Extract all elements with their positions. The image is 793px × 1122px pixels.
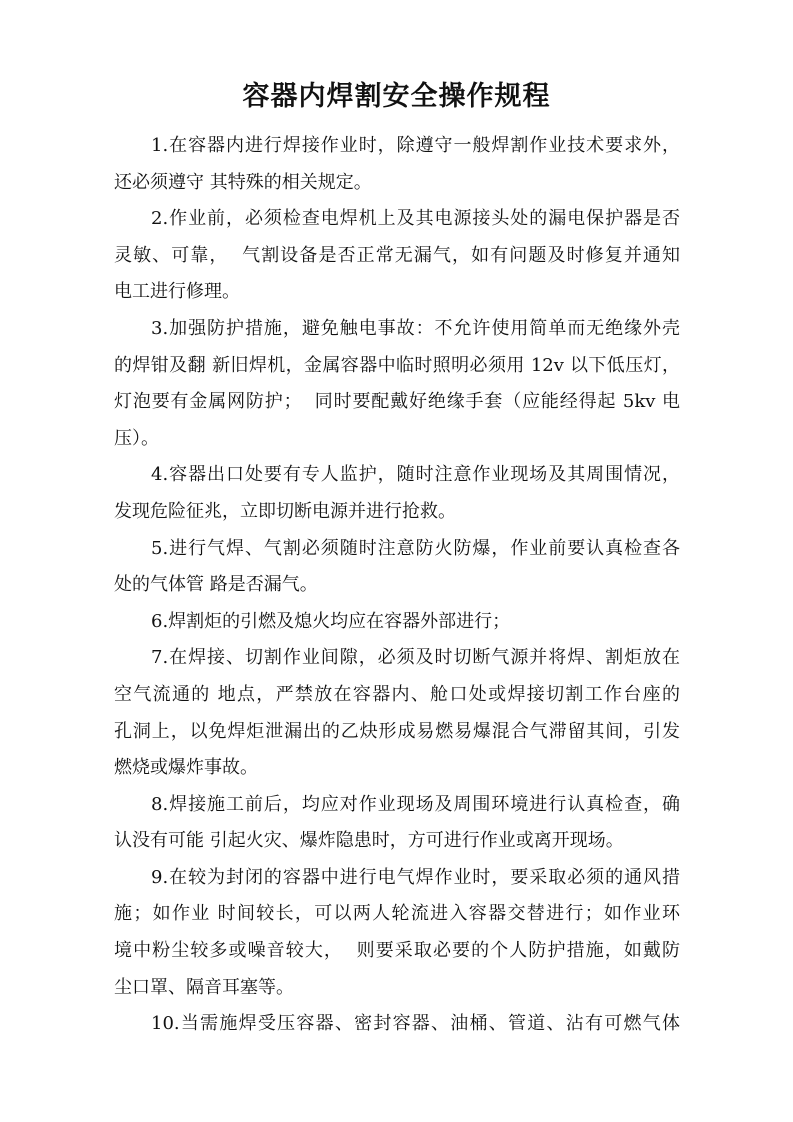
paragraph-10 (114, 1006, 680, 1043)
paragraph-line: 5.进行气焊、气割必须随时注意防火防爆，作业前要认真检查各 (151, 537, 680, 559)
paragraph-4 (114, 457, 680, 530)
paragraph-line: 1.在容器内进行焊接作业时，除遵守一般焊割作业技术要求外， (151, 135, 680, 156)
paragraph-8 (114, 787, 680, 860)
paragraph-5 (114, 531, 680, 604)
paragraph-line: 燃烧或爆炸事故。 (114, 757, 258, 779)
paragraph-line: 电工进行修理。 (114, 281, 240, 303)
paragraph-line: 7.在焊接、切割作业间隙，必须及时切断气源并将焊、割炬放在 (151, 647, 680, 669)
paragraph-line: 10.当需施焊受压容器、密封容器、油桶、管道、沾有可燃气体 (151, 1013, 680, 1035)
paragraph-line: 处的气体管 路是否漏气。 (114, 574, 318, 596)
paragraph-line: 施；如作业 时间较长，可以两人轮流进入容器交替进行；如作业环 (114, 903, 680, 925)
paragraph-line: 还必须遵守 其特殊的相关规定。 (114, 171, 372, 193)
document-title: 容器内焊割安全操作规程 (242, 81, 551, 112)
paragraph-line: 空气流通的 地点，严禁放在容器内、舱口处或焊接切割工作台座的 (114, 683, 680, 705)
document-body (114, 128, 680, 1043)
paragraph-1 (114, 128, 680, 201)
paragraph-line: 发现危险征兆，立即切断电源并进行抢救。 (114, 500, 456, 522)
paragraph-line: 9.在较为封闭的容器中进行电气焊作业时，要采取必须的通风措 (151, 866, 680, 888)
paragraph-line: 8.焊接施工前后，均应对作业现场及周围环境进行认真检查，确 (151, 793, 680, 815)
paragraph-9 (114, 860, 680, 1006)
paragraph-line: 尘口罩、隔音耳塞等。 (114, 976, 294, 998)
paragraph-line: 6.焊割炬的引燃及熄火均应在容器外部进行； (151, 610, 511, 632)
paragraph-line: 2.作业前，必须检查电焊机上及其电源接头处的漏电保护器是否 (151, 208, 680, 230)
paragraph-line: 的焊钳及翻 新旧焊机，金属容器中临时照明必须用 12v 以下低压灯， (114, 354, 680, 376)
paragraph-line: 灵敏、可靠， 气割设备是否正常无漏气，如有问题及时修复并通知 (114, 244, 680, 266)
paragraph-3 (114, 311, 680, 457)
paragraph-line: 3.加强防护措施，避免触电事故：不允许使用简单而无绝缘外壳 (151, 317, 680, 339)
paragraph-2 (114, 201, 680, 311)
paragraph-line: 灯泡要有金属网防护； 同时要配戴好绝缘手套（应能经得起 5kv 电 (114, 391, 680, 413)
paragraph-6 (114, 604, 680, 641)
paragraph-line: 4.容器出口处要有专人监护，随时注意作业现场及其周围情况， (151, 464, 680, 486)
paragraph-line: 压）。 (114, 427, 159, 449)
paragraph-line: 孔洞上，以免焊炬泄漏出的乙炔形成易燃易爆混合气滞留其间，引发 (114, 720, 680, 742)
paragraph-line: 认没有可能 引起火灾、爆炸隐患时，方可进行作业或离开现场。 (114, 830, 624, 852)
paragraph-line: 境中粉尘较多或噪音较大， 则要采取必要的个人防护措施，如戴防 (114, 940, 680, 962)
paragraph-7 (114, 640, 680, 786)
